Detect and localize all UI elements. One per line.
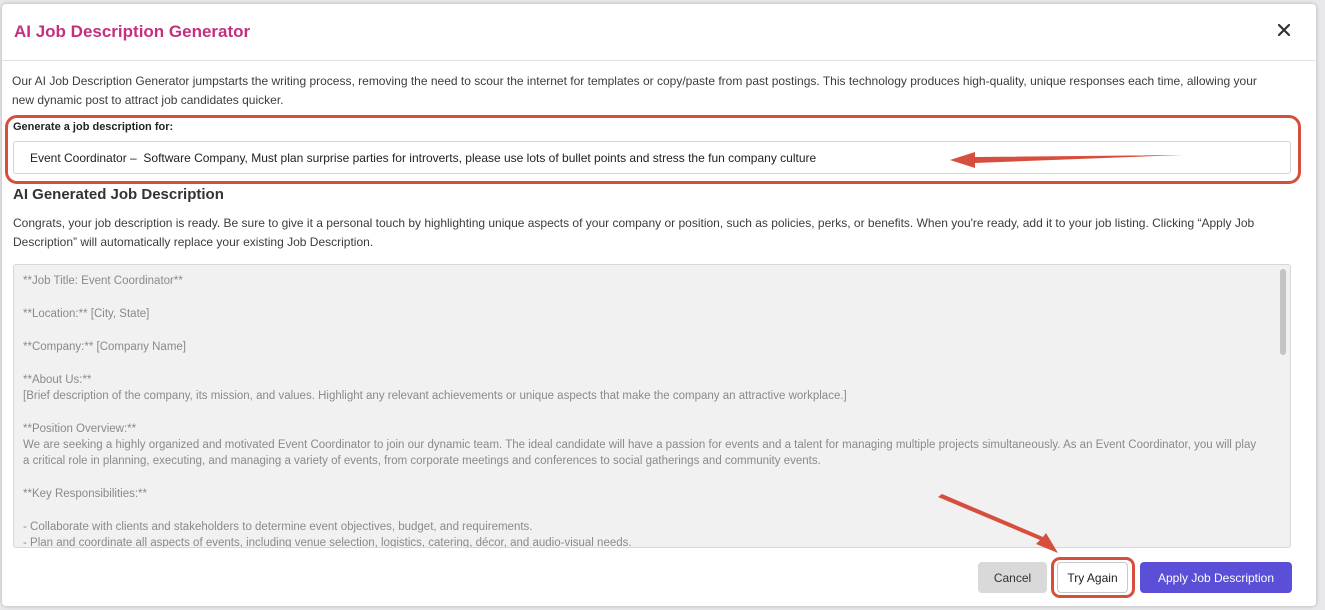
- apply-job-description-button[interactable]: Apply Job Description: [1140, 562, 1292, 593]
- section-title: AI Generated Job Description: [13, 186, 224, 203]
- intro-text: Our AI Job Description Generator jumpstarts the writing process, removing the need to scour the internet for templates or copy/paste from past postings. This technology produces high-quality, unique responses each time, allowing your new dynamic post to attract job candidates quicker.: [12, 74, 1257, 107]
- close-icon[interactable]: [1274, 20, 1294, 40]
- overview-heading: **Position Overview:**: [23, 423, 137, 435]
- generated-description-textarea[interactable]: [13, 264, 1291, 548]
- prompt-input[interactable]: [13, 141, 1291, 174]
- company-line: **Company:** [Company Name]: [23, 341, 186, 353]
- job-title-line: **Job Title: Event Coordinator**: [23, 275, 183, 287]
- location-line: **Location:** [City, State]: [23, 308, 150, 320]
- about-body: [Brief description of the company, its mission, and values. Highlight any relevant achievements or unique aspects that make the company an attractive workplace.]: [23, 390, 847, 402]
- modal-title: AI Job Description Generator: [14, 22, 251, 41]
- prompt-label: Generate a job description for:: [13, 121, 174, 133]
- modal-header: [2, 4, 1316, 61]
- responsibilities-heading: **Key Responsibilities:**: [23, 488, 148, 500]
- try-again-button[interactable]: Try Again: [1057, 562, 1128, 593]
- responsibility-item: - Collaborate with clients and stakeholders to determine event objectives, budget, and requirements.: [23, 521, 533, 533]
- cancel-button[interactable]: Cancel: [978, 562, 1047, 593]
- about-heading: **About Us:**: [23, 374, 92, 386]
- scrollbar-thumb[interactable]: [1280, 269, 1286, 355]
- overview-body: We are seeking a highly organized and motivated Event Coordinator to join our dynamic team. The ideal candidate will have a passion for events and a talent for managing multiple projects simultaneously. As an Event Coordinator, you will play a critical role in planning, executing, and managing a variety of events, from corporate meetings and conferences to social gatherings and community events.: [23, 439, 1257, 467]
- generated-description-text: [23, 273, 1263, 548]
- responsibility-item: - Plan and coordinate all aspects of events, including venue selection, logistics, catering, décor, and audio-visual needs.: [23, 537, 632, 548]
- congrats-text: Congrats, your job description is ready. Be sure to give it a personal touch by highlighting unique aspects of your company or position, such as policies, perks, or benefits. When you're ready, add it to your job listing. Clicking “Apply Job Description” will automatically replace your existing Job Description.: [13, 216, 1255, 249]
